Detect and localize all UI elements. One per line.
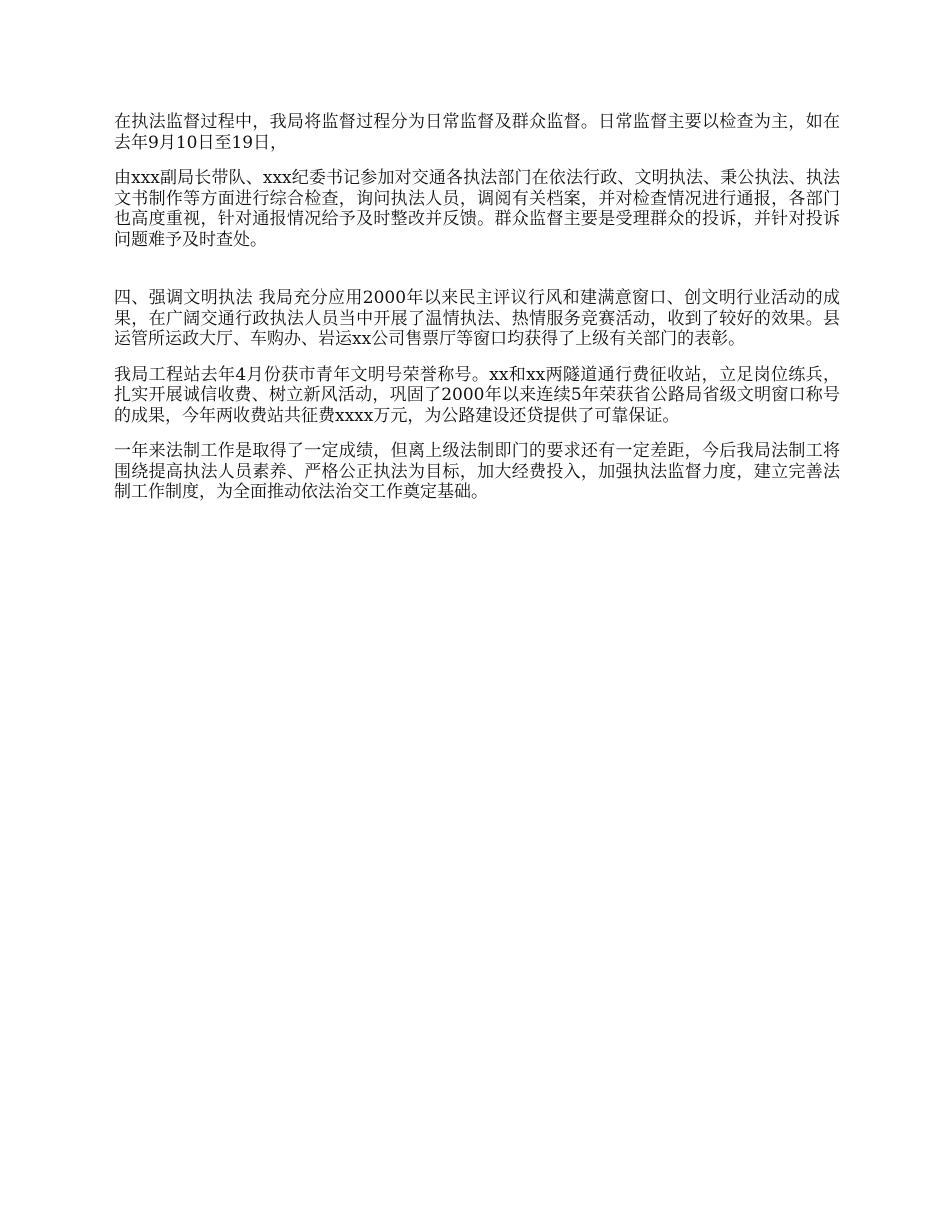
paragraph-engineering-station: 我局工程站去年4月份获市青年文明号荣誉称号。xx和xx两隧道通行费征收站，立足岗位练兵，扎实开展诚信收费、树立新风活动，巩固了2000年以来连续5年荣获省公路局省级文明窗口称号的成果，今年两收费站共征费xxxx万元，为公路建设还贷提供了可靠保证。 bbox=[114, 364, 840, 426]
document-body bbox=[114, 112, 840, 518]
paragraph-summary: 一年来法制工作是取得了一定成绩，但离上级法制即门的要求还有一定差距，今后我局法制工将围绕提高执法人员素养、严格公正执法为目标，加大经费投入，加强执法监督力度，建立完善法制工作制度，为全面推动依法治交工作奠定基础。 bbox=[114, 441, 840, 502]
paragraph-supervision-intro: 在执法监督过程中，我局将监督过程分为日常监督及群众监督。日常监督主要以检查为主，如在去年9月10日至19日， bbox=[114, 112, 840, 153]
paragraph-supervision-detail: 由xxx副局长带队、xxx纪委书记参加对交通各执法部门在依法行政、文明执法、秉公执法、执法文书制作等方面进行综合检查，询问执法人员，调阅有关档案，并对检查情况进行通报，各部门也高度重视，针对通报情况给予及时整改并反馈。群众监督主要是受理群众的投诉，并针对投诉问题难予及时查处。 bbox=[114, 168, 840, 250]
paragraph-civilized-enforcement: 四、强调文明执法 我局充分应用2000年以来民主评议行风和建满意窗口、创文明行业活动的成果，在广阔交通行政执法人员当中开展了温情执法、热情服务竞赛活动，收到了较好的效果。县运管所运政大厅、车购办、岩运xx公司售票厅等窗口均获得了上级有关部门的表彰。 bbox=[114, 288, 840, 349]
